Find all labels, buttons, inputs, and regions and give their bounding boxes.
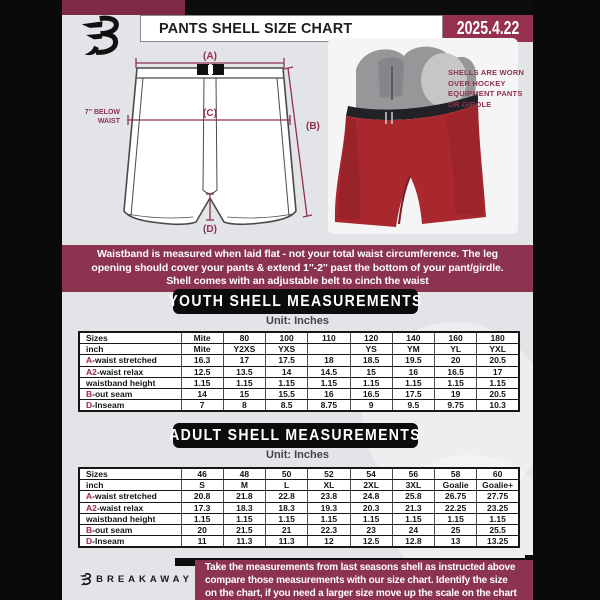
table-cell: 1.15: [308, 377, 350, 388]
table-cell: 25: [435, 524, 477, 535]
table-cell: 15: [350, 366, 392, 377]
table-cell: YXS: [266, 344, 308, 355]
label-a: (A): [203, 51, 217, 62]
table-cell: 80: [223, 332, 265, 344]
table-cell: YS: [350, 344, 392, 355]
table-cell: 22.3: [308, 524, 350, 535]
table-row: [79, 513, 519, 524]
table-cell: 52: [308, 468, 350, 480]
table-cell: Y2XS: [223, 344, 265, 355]
table-cell: 20: [181, 524, 223, 535]
table-cell: 19: [435, 388, 477, 399]
footer-note: [195, 560, 533, 600]
table-cell: 12: [308, 536, 350, 548]
table-cell: 1.15: [477, 377, 519, 388]
table-cell: 21.5: [223, 524, 265, 535]
table-cell: 160: [435, 332, 477, 344]
table-cell: 20.5: [477, 355, 519, 366]
table-cell: 13.25: [477, 536, 519, 548]
page: [62, 0, 533, 600]
row-label: A-waist stretched: [79, 491, 181, 502]
table-cell: 8.5: [266, 400, 308, 412]
text-line: SHELLS ARE WORN: [448, 68, 525, 77]
row-label: Sizes: [79, 332, 181, 344]
table-row: [79, 491, 519, 502]
table-cell: 23.25: [477, 502, 519, 513]
table-cell: 18.3: [223, 502, 265, 513]
table-cell: 17.3: [181, 502, 223, 513]
table-cell: 21.8: [223, 491, 265, 502]
table-cell: 1.15: [392, 377, 434, 388]
table-cell: 120: [350, 332, 392, 344]
table-cell: 18.3: [266, 502, 308, 513]
youth-section-header: [168, 289, 423, 314]
youth-unit-label: Unit: Inches: [266, 315, 329, 327]
table-cell: 1.15: [266, 377, 308, 388]
row-label: waistband height: [79, 377, 181, 388]
table-cell: 9.5: [392, 400, 434, 412]
table-row: [79, 388, 519, 399]
table-cell: 54: [350, 468, 392, 480]
table-cell: 12.8: [392, 536, 434, 548]
table-cell: 17: [223, 355, 265, 366]
table-cell: 11.3: [223, 536, 265, 548]
table-cell: Goalie+: [477, 480, 519, 491]
table-cell: 140: [392, 332, 434, 344]
table-cell: Mite: [181, 332, 223, 344]
table-cell: 14: [266, 366, 308, 377]
row-label: waistband height: [79, 513, 181, 524]
table-cell: 8.75: [308, 400, 350, 412]
row-label-accent: A2: [86, 366, 97, 377]
row-label: D-Inseam: [79, 400, 181, 412]
table-cell: 1.15: [435, 513, 477, 524]
table-cell: 16.3: [181, 355, 223, 366]
table-cell: 14.5: [308, 366, 350, 377]
table-cell: 17.5: [266, 355, 308, 366]
text-line: Take the measurements from last seasons shell as instructed above: [205, 562, 516, 573]
table-cell: 19.3: [308, 502, 350, 513]
table-cell: M: [223, 480, 265, 491]
table-row: [79, 332, 519, 344]
table-cell: Goalie: [435, 480, 477, 491]
table-cell: 60: [477, 468, 519, 480]
text-line: 7'' BELOW: [84, 109, 120, 116]
table-cell: 8: [223, 400, 265, 412]
table-cell: 1.15: [181, 513, 223, 524]
row-label: inch: [79, 344, 181, 355]
table-cell: 56: [392, 468, 434, 480]
table-cell: 14: [181, 388, 223, 399]
youth-size-table: [78, 331, 520, 412]
table-cell: 21.3: [392, 502, 434, 513]
table-cell: 1.15: [350, 377, 392, 388]
top-black-band: [185, 0, 533, 15]
adult-section-header: [169, 423, 422, 448]
table-cell: 16: [392, 366, 434, 377]
table-cell: Mite: [181, 344, 223, 355]
text-line: EQUIPMENT PANTS: [448, 89, 523, 98]
table-cell: 20.3: [350, 502, 392, 513]
table-cell: 1.15: [308, 513, 350, 524]
photo-note: [448, 68, 530, 110]
text-line: OR GIRDLE: [448, 99, 492, 109]
table-cell: YL: [435, 344, 477, 355]
text-line: WAIST: [97, 118, 120, 125]
table-cell: 15.5: [266, 388, 308, 399]
adult-unit-label: Unit: Inches: [266, 449, 329, 461]
table-cell: 17.5: [392, 388, 434, 399]
table-row: [79, 536, 519, 548]
table-cell: 23.8: [308, 491, 350, 502]
table-cell: 21: [266, 524, 308, 535]
label-c: (C): [203, 108, 217, 119]
table-row: [79, 355, 519, 366]
table-cell: 1.15: [435, 377, 477, 388]
notice-band: [62, 245, 533, 292]
page-title: PANTS SHELL SIZE CHART: [159, 20, 353, 37]
row-label: A-waist stretched: [79, 355, 181, 366]
row-label: Sizes: [79, 468, 181, 480]
table-cell: 17: [477, 366, 519, 377]
text-line: OVER HOCKEY: [448, 78, 506, 88]
table-cell: 58: [435, 468, 477, 480]
row-label: B-out seam: [79, 524, 181, 535]
table-cell: 13.5: [223, 366, 265, 377]
table-cell: 12.5: [181, 366, 223, 377]
table-cell: 50: [266, 468, 308, 480]
table-row: [79, 400, 519, 412]
table-cell: 180: [477, 332, 519, 344]
table-cell: YM: [392, 344, 434, 355]
table-row: [79, 377, 519, 388]
table-cell: 27.75: [477, 491, 519, 502]
row-label: B-out seam: [79, 388, 181, 399]
waist-note: [66, 108, 120, 126]
table-cell: 3XL: [392, 480, 434, 491]
table-cell: 20: [435, 355, 477, 366]
row-label-accent: B: [86, 525, 93, 536]
row-label-accent: D: [86, 400, 93, 411]
table-row: [79, 480, 519, 491]
table-cell: 2XL: [350, 480, 392, 491]
table-cell: 26.75: [435, 491, 477, 502]
table-cell: 1.15: [350, 513, 392, 524]
breakaway-logo-icon-small: [78, 564, 92, 594]
row-label-accent: A2: [86, 502, 97, 513]
shell-photo: [326, 36, 528, 236]
table-cell: 25.8: [392, 491, 434, 502]
table-cell: 23: [350, 524, 392, 535]
row-label-accent: A: [86, 491, 93, 502]
footer-brand: [78, 562, 193, 596]
text-line: Shell comes with an adjustable belt to cinch the waist: [166, 275, 429, 288]
row-label-accent: D: [86, 536, 93, 547]
table-cell: XL: [308, 480, 350, 491]
table-cell: 22.8: [266, 491, 308, 502]
table-row: [79, 524, 519, 535]
table-cell: 46: [181, 468, 223, 480]
row-label-accent: B: [86, 389, 93, 400]
table-cell: 22.25: [435, 502, 477, 513]
adult-size-table: [78, 467, 520, 548]
table-cell: [308, 344, 350, 355]
table-cell: 9: [350, 400, 392, 412]
table-cell: 24: [392, 524, 434, 535]
table-cell: 24.8: [350, 491, 392, 502]
table-row: [79, 344, 519, 355]
pants-measurement-diagram: [100, 48, 330, 240]
table-cell: 10.3: [477, 400, 519, 412]
brand-name: BREAKAWAY: [96, 573, 193, 585]
table-cell: 1.15: [392, 513, 434, 524]
text-line: on the chart, if you need a larger size move up the scale on the chart: [205, 588, 517, 599]
table-cell: 1.15: [477, 513, 519, 524]
table-row: [79, 468, 519, 480]
adult-heading: ADULT SHELL MEASUREMENTS: [169, 426, 422, 444]
table-row: [79, 366, 519, 377]
table-cell: 16: [308, 388, 350, 399]
table-cell: 1.15: [223, 513, 265, 524]
table-cell: 18: [308, 355, 350, 366]
date-text: 2025.4.22: [456, 18, 520, 38]
table-cell: 11: [181, 536, 223, 548]
row-label: inch: [79, 480, 181, 491]
table-cell: 20.5: [477, 388, 519, 399]
table-cell: 7: [181, 400, 223, 412]
text-line: opening should cover your pants & extend 1''-2'' past the bottom of your pant/girdle.: [91, 261, 504, 274]
table-cell: 100: [266, 332, 308, 344]
row-label: D-Inseam: [79, 536, 181, 548]
youth-heading: YOUTH SHELL MEASUREMENTS: [168, 292, 423, 310]
table-cell: 15: [223, 388, 265, 399]
table-cell: 11.3: [266, 536, 308, 548]
table-cell: 12.5: [350, 536, 392, 548]
table-cell: 1.15: [181, 377, 223, 388]
row-label: A2-waist relax: [79, 366, 181, 377]
label-b: (B): [306, 121, 320, 132]
table-cell: L: [266, 480, 308, 491]
table-cell: 13: [435, 536, 477, 548]
table-cell: YXL: [477, 344, 519, 355]
table-cell: 25.5: [477, 524, 519, 535]
table-cell: 48: [223, 468, 265, 480]
table-row: [79, 502, 519, 513]
label-d: (D): [203, 224, 217, 235]
table-cell: 16.5: [435, 366, 477, 377]
table-cell: 19.5: [392, 355, 434, 366]
table-cell: 1.15: [223, 377, 265, 388]
table-cell: 110: [308, 332, 350, 344]
table-cell: 1.15: [266, 513, 308, 524]
table-cell: 20.8: [181, 491, 223, 502]
row-label-accent: A: [86, 355, 93, 366]
text-line: compare those measurements with our size chart. Identify the size: [205, 575, 508, 586]
table-cell: 9.75: [435, 400, 477, 412]
table-cell: 18.5: [350, 355, 392, 366]
text-line: Waistband is measured when laid flat - not your total waist circumference. The leg: [97, 248, 498, 261]
table-cell: 16.5: [350, 388, 392, 399]
row-label: A2-waist relax: [79, 502, 181, 513]
table-cell: S: [181, 480, 223, 491]
